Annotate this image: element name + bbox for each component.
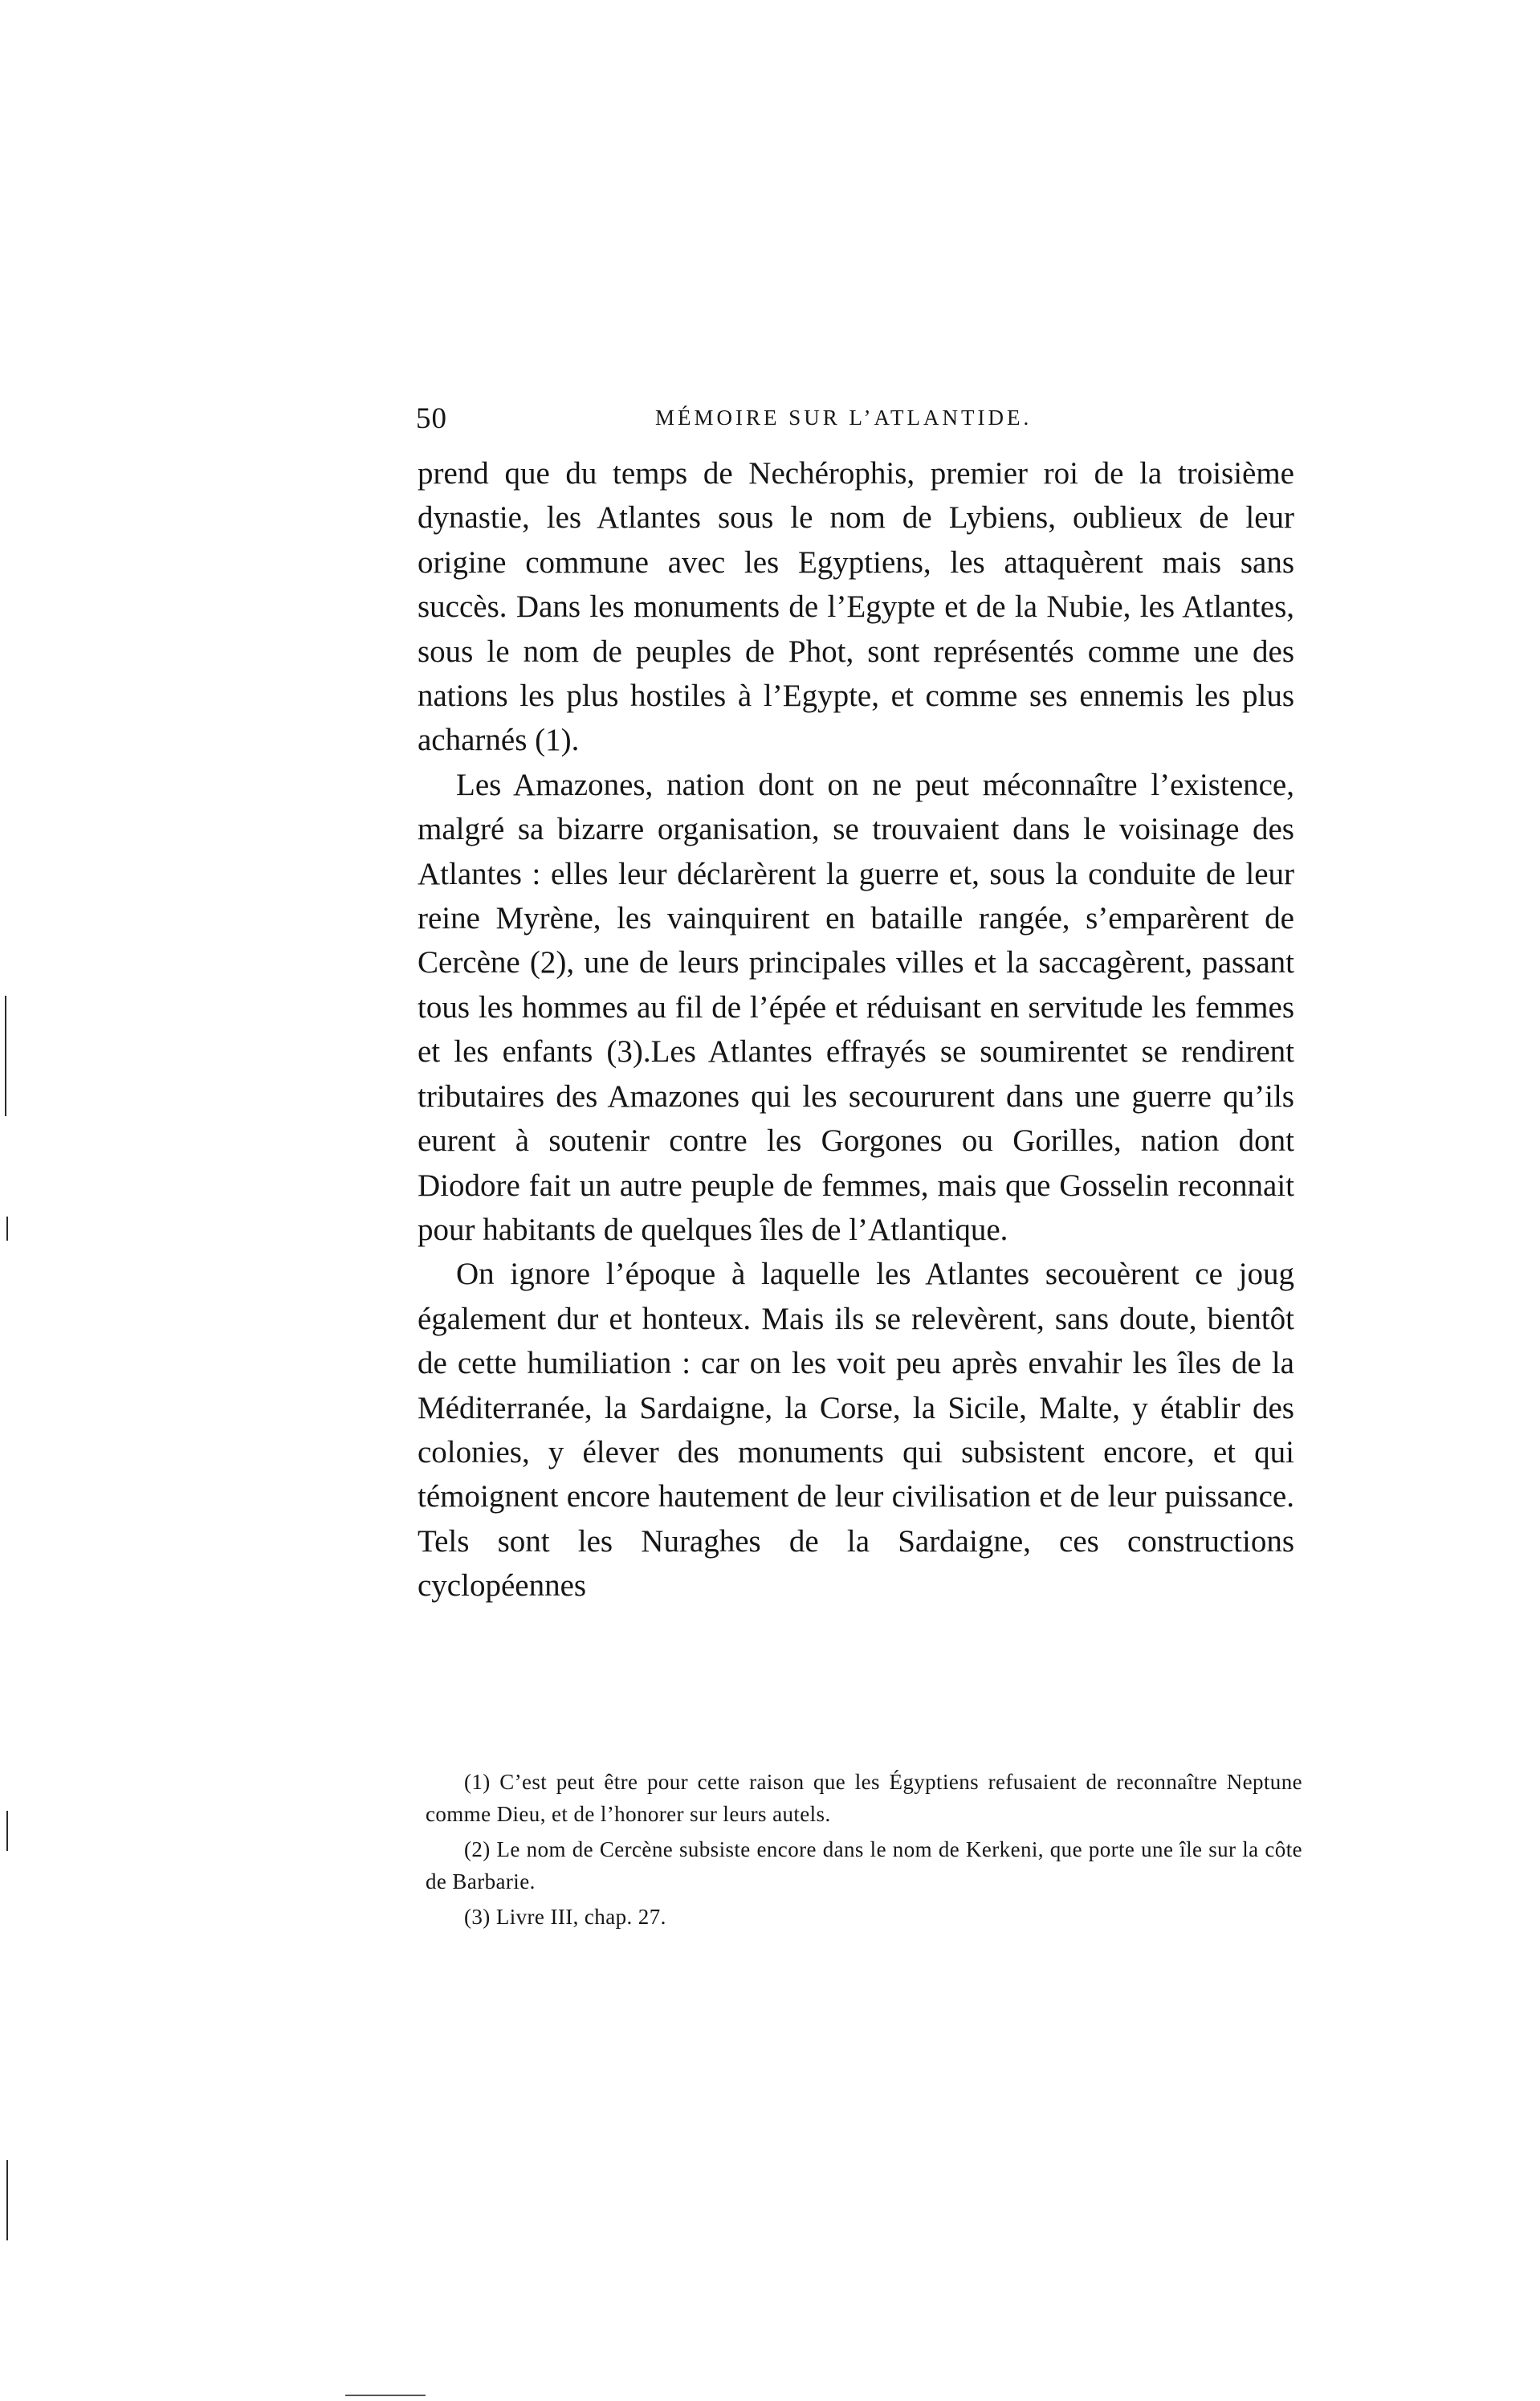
scan-margin-mark — [6, 1217, 8, 1241]
scan-bottom-rule — [345, 2395, 426, 2396]
paragraph-continued: prend que du temps de Nechérophis, premier roi de la troisième dynastie, les Atlantes sous le nom de Lybiens, oublieux de leur origine commune avec les Egyptiens, les attaquèrent mais sans succès. Dans les monuments de l’Egypte et de la Nubie, les Atlantes, sous le nom de peuples de Phot, sont représentés comme une des nations les plus hostiles à l’Egypte, et comme ses ennemis les plus acharnés (1). — [418, 456, 1294, 758]
footnotes — [426, 1766, 1302, 1936]
footnote-1: (1) C’est peut être pour cette raison que les Égyptiens refusaient de reconnaître Neptune comme Dieu, et de l’honorer sur leurs autels. — [426, 1770, 1302, 1826]
running-title: MÉMOIRE SUR L’ATLANTIDE. — [655, 406, 1033, 430]
page-header — [416, 402, 1299, 450]
scan-margin-mark — [6, 1811, 8, 1851]
scan-margin-mark — [6, 2160, 8, 2240]
scan-margin-mark — [5, 996, 6, 1116]
footnote-2: (2) Le nom de Cercène subsiste encore dans le nom de Kerkeni, que porte une île sur la côte de Barbarie. — [426, 1837, 1302, 1893]
footnote-3: (3) Livre III, chap. 27. — [464, 1905, 666, 1929]
main-text — [418, 451, 1294, 1608]
page-number: 50 — [416, 402, 447, 435]
paragraph-nuraghes: On ignore l’époque à laquelle les Atlantes secouèrent ce joug également dur et honteux. Mais ils se relevèrent, sans doute, bientôt de cette humiliation : car on les voit peu après envahir les îles de la Méditerranée, la Sardaigne, la Corse, la Sicile, Malte, y établir des colonies, y élever des monuments qui subsistent encore, et qui témoignent encore hautement de leur civilisation et de leur puissance. Tels sont les Nuraghes de la Sardaigne, ces constructions cyclopéennes — [418, 1257, 1294, 1604]
paragraph-amazones: Les Amazones, nation dont on ne peut méconnaître l’existence, malgré sa bizarre organisation, se trouvaient dans le voisinage des Atlantes : elles leur déclarèrent la guerre et, sous la conduite de leur reine Myrène, les vainquirent en bataille rangée, s’emparèrent de Cercène (2), une de leurs principales villes et la saccagèrent, passant tous les hommes au fil de l’épée et réduisant en servitude les femmes et les enfants (3).Les Atlantes effrayés se soumirentet se rendirent tributaires des Amazones qui les secoururent dans une guerre qu’ils eurent à soutenir contre les Gorgones ou Gorilles, nation dont Diodore fait un autre peuple de femmes, mais que Gosselin reconnait pour habitants de quelques îles de l’Atlantique. — [418, 767, 1294, 1247]
